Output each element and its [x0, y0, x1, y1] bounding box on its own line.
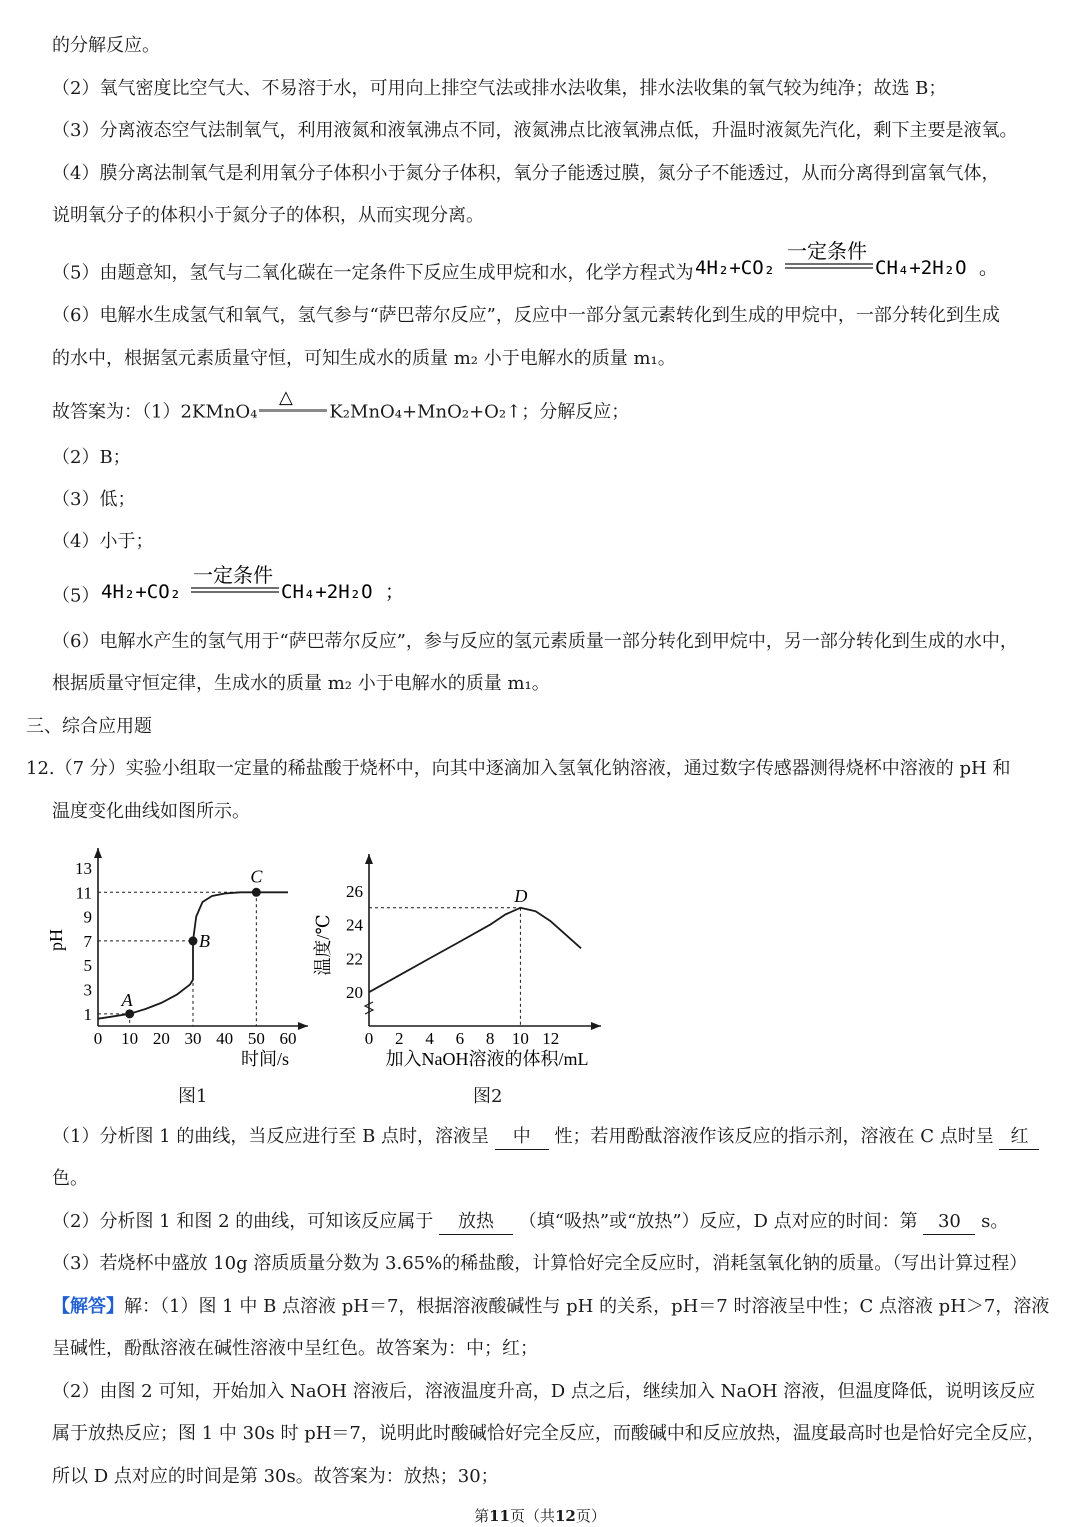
axis-break [365, 1002, 373, 1014]
text-line-5: 说明氧分子的体积小于氮分子的体积，从而实现分离。 [52, 205, 484, 226]
text-line-8: 的水中，根据氢元素质量守恒，可知生成水的质量 m₂ 小于电解水的质量 m₁。 [52, 348, 676, 369]
answer-5-label: （5） [52, 585, 100, 607]
point-label-d: D [514, 885, 528, 906]
point-label-c: C [250, 866, 263, 887]
x-tick-label: 40 [216, 1029, 234, 1048]
y-tick-label: 5 [83, 956, 92, 976]
y-tick-label: 1 [83, 1004, 92, 1024]
point-label-a: A [121, 989, 133, 1010]
y-tick-label: 9 [83, 907, 92, 927]
question-12-line-1: 12.（7 分）实验小组取一定量的稀盐酸于烧杯中，向其中逐滴加入氢氧化钠溶液，通过数字传感器测得烧杯中溶液的 pH 和 [26, 758, 1011, 779]
series-line [369, 908, 581, 992]
delta-symbol: △ [279, 387, 294, 407]
subq-1-text-a: （1）分析图 1 的曲线，当反应进行至 B 点时，溶液呈 [52, 1126, 490, 1147]
answer-1-text: 解：（1）图 1 中 B 点溶液 pH＝7，根据溶液酸碱性与 pH 的关系，pH＝7 时溶液呈中性；C 点溶液 pH＞7，溶液 [124, 1296, 1050, 1317]
point-label-b: B [199, 930, 210, 951]
x-tick-label: 10 [511, 1029, 529, 1048]
text-line-3: （3）分离液态空气法制氧气，利用液氮和液氧沸点不同，液氮沸点比液氧沸点低，升温时液氮先汽化，剩下主要是液氧。 [52, 120, 1018, 141]
answer-line-5: 所以 D 点对应的时间是第 30s。故答案为：放热；30； [52, 1466, 499, 1487]
y-tick-label: 11 [75, 883, 92, 903]
subq-1-text-b: 性；若用酚酞溶液作该反应的指示剂，溶液在 C 点时呈 [554, 1126, 994, 1147]
x-tick-label: 10 [121, 1029, 139, 1048]
section-heading: 三、综合应用题 [26, 716, 152, 737]
x-tick-label: 30 [184, 1029, 202, 1048]
text-line-2: （2）氧气密度比空气大、不易溶于水，可用向上排空气法或排水法收集，排水法收集的氧气较为纯净；故选 B； [52, 78, 947, 99]
text-line-9 [52, 385, 1056, 440]
chemical-equation-2 [99, 560, 405, 633]
text-line-14: （6）电解水产生的氢气用于“萨巴蒂尔反应”，参与反应的氢元素质量一部分转化到甲烷中，另一部分转化到生成的水中， [52, 631, 1018, 652]
subq-1-answer-blank-2: 红 [999, 1125, 1039, 1150]
y-tick-label: 13 [75, 859, 92, 878]
x-axis-arrow [591, 1022, 601, 1030]
chart1-caption: 图1 [178, 1086, 208, 1107]
answer-prefix: 故答案为：（1）2KMnO₄ [52, 401, 258, 423]
data-point-c [252, 888, 261, 897]
subq-2-line [52, 1210, 1056, 1235]
text-line-1: 的分解反应。 [52, 35, 160, 56]
subq-1-answer-blank-1: 中 [495, 1125, 549, 1150]
subq-2-text-b: （填“吸热”或“放热”）反应，D 点对应的时间：第 [518, 1211, 918, 1232]
eq1-condition: 一定条件 [787, 239, 868, 263]
subq-2-answer-blank-2: 30 [923, 1210, 975, 1235]
x-tick-label: 50 [247, 1029, 265, 1048]
footer-mid: 页（共 [509, 1507, 555, 1525]
y-tick-label: 20 [346, 983, 363, 1003]
footer-total-pages: 12 [555, 1507, 576, 1525]
text-line-13 [52, 560, 1056, 633]
chart-temperature-vs-volume [305, 845, 615, 1075]
x-tick-label: 60 [279, 1029, 297, 1048]
answer-kmno4-products: K₂MnO₄+MnO₂+O₂↑；分解反应； [329, 401, 630, 423]
answer-line-4: 属于放热反应；图 1 中 30s 时 pH＝7，说明此时酸碱恰好完全反应，而酸碱中和反应放热，温度最高时也是恰好完全反应， [52, 1423, 1045, 1444]
x-tick-label: 0 [364, 1029, 374, 1048]
y-tick-label: 22 [346, 949, 363, 969]
eq2-lhs: 4H₂+CO₂ [101, 581, 182, 603]
footer-suffix: 页） [575, 1507, 606, 1525]
footer-prefix: 第 [474, 1507, 490, 1525]
text-line-11: （3）低； [52, 489, 136, 510]
y-tick-label: 7 [83, 931, 92, 951]
y-axis-label: 温度/℃ [313, 914, 333, 976]
x-tick-label: 4 [425, 1029, 434, 1048]
page-footer [0, 1505, 1080, 1526]
data-point-b [189, 936, 198, 945]
subq-2-text-a: （2）分析图 1 和图 2 的曲线，可知该反应属于 [52, 1211, 434, 1232]
eq2-rhs: CH₄+2H₂O [281, 581, 373, 603]
text-line-6 [52, 240, 1056, 307]
subq-2-text-c: s。 [981, 1211, 1009, 1232]
text-line-7: （6）电解水生成氢气和氧气，氢气参与“萨巴蒂尔反应”，反应中一部分氢元素转化到生成的甲烷中，一部分转化到生成 [52, 305, 1000, 326]
text-line-10: （2）B； [52, 447, 131, 468]
x-tick-label: 0 [93, 1029, 103, 1048]
text-line-4: （4）膜分离法制氧气是利用氧分子体积小于氮分子体积，氧分子能透过膜，氮分子不能透过，从而分离得到富氧气体， [52, 163, 1000, 184]
y-axis-arrow [94, 848, 102, 858]
subq-3-line: （3）若烧杯中盛放 10g 溶质质量分数为 3.65%的稀盐酸，计算恰好完全反应时，消耗氢氧化钠的质量。（写出计算过程） [52, 1253, 1028, 1274]
heat-condition-arrow [257, 385, 329, 440]
x-tick-label: 20 [152, 1029, 170, 1048]
footer-page-number: 11 [489, 1507, 510, 1525]
x-axis-label: 时间/s [240, 1049, 290, 1069]
answer-line-1 [52, 1295, 1056, 1319]
eq2-condition: 一定条件 [193, 563, 274, 587]
eq-intro-text: （5）由题意知，氢气与二氧化碳在一定条件下反应生成甲烷和水，化学方程式为 [52, 262, 694, 284]
subq-2-answer-blank-1: 放热 [439, 1210, 513, 1235]
question-12-line-2: 温度变化曲线如图所示。 [52, 801, 250, 822]
eq2-end: ； [385, 581, 405, 603]
answer-line-3: （2）由图 2 可知，开始加入 NaOH 溶液后，溶液温度升高，D 点之后，继续加入 NaOH 溶液，但温度降低，说明该反应 [52, 1381, 1036, 1402]
x-axis-label: 加入NaOH溶液的体积/mL [385, 1049, 589, 1069]
x-tick-label: 2 [395, 1029, 404, 1048]
chart2-caption: 图2 [473, 1086, 503, 1107]
y-tick-label: 3 [83, 980, 92, 1000]
x-tick-label: 12 [542, 1029, 560, 1048]
text-line-12: （4）小于； [52, 531, 154, 552]
y-tick-label: 26 [346, 881, 363, 901]
subq-1-line-2: 色。 [52, 1168, 88, 1189]
data-point-a [125, 1009, 134, 1018]
eq1-lhs: 4H₂+CO₂ [695, 257, 776, 279]
chemical-equation-1 [693, 239, 999, 307]
eq1-end: 。 [979, 257, 999, 279]
eq1-rhs: CH₄+2H₂O [875, 257, 967, 279]
y-axis-arrow [365, 854, 373, 864]
y-axis-label: pH [46, 929, 66, 951]
text-line-15: 根据质量守恒定律，生成水的质量 m₂ 小于电解水的质量 m₁。 [52, 673, 550, 694]
x-tick-label: 8 [485, 1029, 495, 1048]
x-tick-label: 6 [455, 1029, 465, 1048]
subq-1-line-1 [52, 1125, 1056, 1150]
answer-line-2: 呈碱性，酚酞溶液在碱性溶液中呈红色。故答案为：中；红； [52, 1338, 538, 1359]
chart-ph-vs-time [40, 845, 310, 1075]
y-tick-label: 24 [346, 915, 363, 935]
answer-tag: 【解答】 [52, 1296, 124, 1317]
